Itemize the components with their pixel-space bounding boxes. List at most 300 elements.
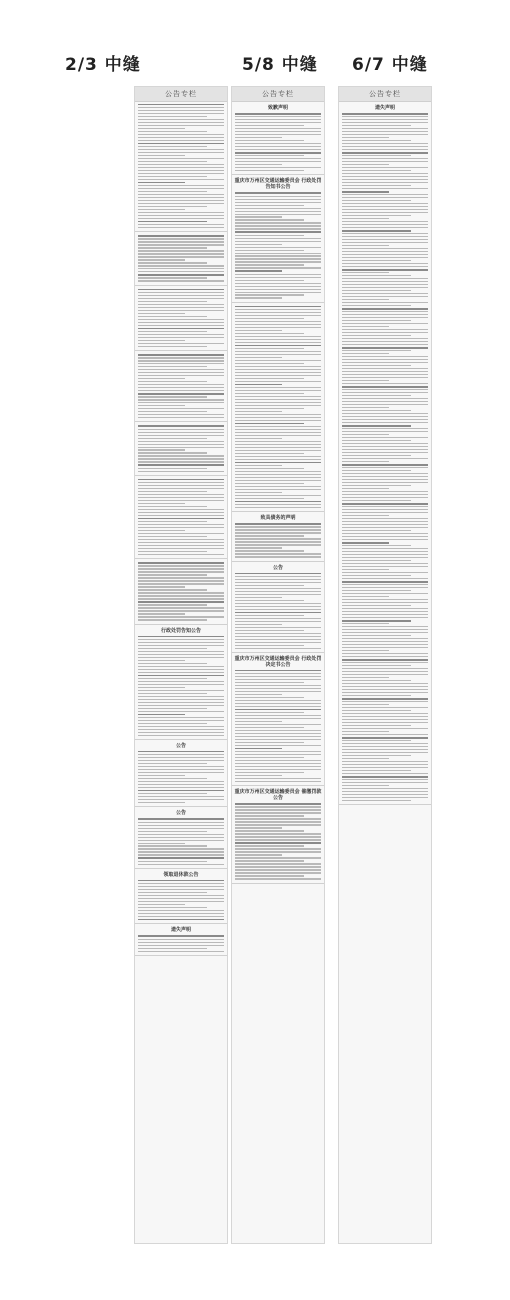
text-line (235, 292, 321, 293)
divider (232, 302, 324, 303)
text-line (342, 716, 428, 717)
text-line (138, 645, 224, 646)
text-line (235, 474, 321, 475)
notice-title: 重庆市万州区交通运输委员会 催缴罚款公告 (234, 789, 322, 802)
text-line (342, 233, 428, 234)
text-line (138, 274, 224, 276)
text-line (235, 327, 321, 328)
text-line (342, 518, 428, 519)
text-line (235, 216, 282, 217)
text-line (342, 170, 411, 171)
text-line (235, 345, 321, 347)
text-line (235, 277, 321, 278)
text-line (138, 509, 224, 510)
text-line (235, 576, 321, 577)
text-line (342, 458, 428, 459)
text-line (138, 146, 207, 147)
text-line (342, 731, 389, 732)
text-line (342, 434, 389, 435)
text-line (235, 730, 321, 731)
text-line (138, 143, 224, 145)
text-line (342, 698, 428, 700)
text-line (235, 462, 321, 464)
text-line (138, 458, 224, 459)
text-line (235, 396, 321, 397)
text-line (342, 353, 389, 354)
text-line (235, 541, 321, 542)
text-line (138, 328, 224, 330)
text-line (138, 554, 224, 555)
text-line (342, 671, 428, 672)
text-line (342, 767, 428, 768)
text-line (138, 482, 224, 483)
text-line (342, 314, 428, 315)
text-line (235, 597, 282, 598)
text-line (342, 416, 428, 417)
text-line (235, 553, 321, 554)
text-line (342, 347, 428, 349)
text-line (235, 529, 321, 530)
text-line (235, 258, 321, 259)
text-line (342, 146, 428, 147)
text-line (138, 574, 207, 575)
text-line (342, 728, 428, 729)
text-line (235, 170, 304, 171)
notice-section (232, 105, 324, 175)
text-line (235, 399, 321, 400)
text-line (138, 883, 224, 884)
text-line (138, 757, 224, 758)
text-line (138, 425, 224, 427)
text-line (138, 589, 207, 590)
text-line (235, 772, 304, 773)
text-line (342, 665, 411, 666)
text-line (138, 512, 224, 513)
notice-title: 公告 (175, 810, 186, 817)
text-line (235, 718, 321, 719)
text-line (342, 704, 389, 705)
text-line (342, 602, 428, 603)
text-line (138, 387, 224, 388)
text-line (138, 503, 185, 504)
text-line (138, 802, 185, 803)
text-line (138, 331, 207, 332)
text-line (342, 389, 428, 390)
text-line (235, 225, 321, 226)
notice-section (232, 656, 324, 786)
text-line (342, 332, 428, 333)
text-line (138, 244, 224, 245)
notice-section (135, 235, 227, 285)
text-line (138, 253, 224, 254)
text-line (138, 307, 224, 308)
text-line (138, 191, 207, 192)
notice-text-block (232, 803, 324, 879)
text-line (138, 690, 224, 691)
text-line (342, 551, 428, 552)
text-line (342, 284, 428, 285)
text-line (235, 366, 321, 367)
notice-text-block (232, 573, 324, 649)
text-line (235, 544, 321, 545)
text-line (235, 321, 321, 322)
text-line (138, 536, 207, 537)
text-line (138, 206, 207, 207)
text-line (342, 122, 428, 123)
text-line (235, 432, 321, 433)
text-line (342, 713, 428, 714)
text-line (235, 739, 321, 740)
text-line (138, 182, 185, 184)
text-line (342, 461, 389, 462)
text-line (235, 146, 321, 147)
text-line (342, 617, 428, 618)
text-line (138, 396, 207, 397)
notice-section (135, 628, 227, 740)
text-line (235, 645, 304, 646)
text-line (138, 562, 224, 564)
text-line (138, 571, 224, 572)
text-line (235, 465, 282, 466)
text-line (342, 206, 428, 207)
column-body (135, 104, 227, 956)
text-line (138, 651, 224, 652)
text-line (342, 572, 428, 573)
text-line (235, 261, 321, 262)
text-line (235, 501, 321, 503)
text-line (138, 506, 207, 507)
text-line (138, 654, 224, 655)
text-line (342, 680, 411, 681)
text-line (235, 757, 304, 758)
text-line (342, 650, 389, 651)
text-line (138, 834, 224, 835)
text-line (235, 312, 321, 313)
text-line (138, 173, 224, 174)
text-line (342, 452, 428, 453)
text-line (138, 681, 224, 682)
text-line (138, 778, 207, 779)
text-line (342, 578, 428, 579)
text-line (138, 699, 224, 700)
text-line (138, 402, 224, 403)
text-line (138, 619, 207, 620)
text-line (235, 480, 321, 481)
text-line (138, 455, 224, 456)
text-line (235, 845, 304, 846)
divider (135, 421, 227, 422)
text-line (138, 636, 224, 638)
text-line (342, 686, 428, 687)
text-line (342, 137, 389, 138)
column-banner: 公告专栏 (135, 87, 227, 102)
text-line (138, 772, 224, 773)
text-line (342, 659, 428, 661)
text-line (138, 693, 207, 694)
text-line (138, 137, 224, 138)
text-line (235, 848, 321, 849)
text-line (235, 444, 321, 445)
text-line (342, 545, 411, 546)
text-line (342, 641, 428, 642)
text-line (342, 260, 411, 261)
text-line (138, 468, 207, 469)
text-line (342, 305, 411, 306)
text-line (235, 357, 282, 358)
notice-text-block (135, 935, 227, 951)
divider (135, 739, 227, 740)
text-line (342, 335, 411, 336)
text-line (342, 272, 389, 273)
text-line (342, 278, 428, 279)
text-line (342, 209, 428, 210)
text-line (138, 831, 207, 832)
text-line (138, 723, 207, 724)
divider (135, 285, 227, 286)
text-line (235, 456, 321, 457)
text-line (342, 419, 428, 420)
text-line (342, 437, 428, 438)
text-line (138, 935, 224, 937)
text-line (138, 892, 207, 893)
text-line (138, 185, 224, 186)
text-line (342, 287, 428, 288)
text-line (138, 366, 207, 367)
divider (232, 883, 324, 884)
text-line (235, 250, 304, 251)
divider (135, 558, 227, 559)
text-line (235, 208, 321, 209)
text-line (235, 219, 304, 220)
ad-column-3 (338, 86, 432, 1244)
text-line (138, 729, 224, 730)
text-line (342, 476, 428, 477)
text-line (342, 311, 428, 312)
text-line (235, 283, 321, 284)
text-line (138, 354, 224, 356)
text-line (138, 134, 224, 135)
text-line (138, 796, 224, 797)
text-line (235, 274, 321, 275)
text-line (235, 270, 282, 272)
text-line (138, 732, 224, 733)
text-line (138, 565, 224, 566)
notice-section (339, 105, 431, 805)
text-line (235, 627, 321, 628)
notice-text-block (339, 113, 431, 801)
text-line (342, 539, 428, 540)
text-line (342, 503, 428, 505)
text-line (235, 733, 321, 734)
text-line (235, 155, 304, 156)
text-line (235, 423, 304, 425)
notice-text-block (232, 192, 324, 298)
notice-title: 重庆市万州区交通运输委员会 行政处罚告知书公告 (234, 178, 322, 191)
notice-text-block (135, 880, 227, 921)
text-line (342, 521, 428, 522)
text-line (138, 215, 224, 216)
text-line (342, 743, 428, 744)
text-line (235, 818, 321, 819)
text-line (235, 781, 321, 782)
text-line (342, 422, 428, 423)
text-line (235, 348, 304, 349)
text-line (235, 143, 321, 144)
text-line (235, 267, 321, 268)
divider (135, 350, 227, 351)
text-line (342, 362, 428, 363)
notice-section (135, 104, 227, 232)
text-line (235, 149, 321, 150)
notice-text-block (135, 751, 227, 803)
text-line (138, 568, 224, 569)
text-line (342, 692, 428, 693)
text-line (342, 485, 411, 486)
text-line (235, 857, 321, 858)
text-line (342, 584, 428, 585)
text-line (342, 218, 389, 219)
column-body (232, 105, 324, 884)
notice-title: 遗失声明 (374, 105, 395, 111)
text-line (342, 140, 411, 141)
text-line (235, 878, 321, 879)
text-line (138, 277, 207, 278)
divider (339, 804, 431, 805)
column-banner: 公告专栏 (339, 87, 431, 102)
text-line (342, 248, 428, 249)
text-line (138, 119, 224, 120)
text-line (235, 830, 304, 831)
text-line (342, 440, 411, 441)
text-line (235, 375, 321, 376)
text-line (138, 799, 224, 800)
text-line (138, 372, 224, 373)
text-line (235, 119, 321, 120)
text-line (342, 176, 428, 177)
text-line (342, 593, 428, 594)
divider (135, 475, 227, 476)
text-line (342, 215, 411, 216)
text-line (235, 405, 321, 406)
text-line (342, 734, 428, 735)
text-line (138, 265, 224, 266)
text-line (235, 384, 282, 386)
text-line (138, 948, 207, 949)
text-line (138, 790, 224, 792)
text-line (235, 507, 321, 508)
divider (135, 806, 227, 807)
text-line (235, 812, 321, 813)
text-line (342, 623, 389, 624)
notice-section (135, 810, 227, 868)
text-line (235, 863, 321, 864)
text-line (138, 176, 207, 177)
text-line (235, 192, 321, 194)
text-line (235, 351, 321, 352)
text-line (138, 580, 224, 581)
text-line (138, 369, 224, 370)
text-line (342, 752, 428, 753)
text-line (342, 560, 411, 561)
divider (232, 652, 324, 653)
text-line (342, 383, 428, 384)
text-line (235, 294, 304, 295)
text-line (138, 880, 224, 882)
text-line (342, 467, 428, 468)
text-line (138, 417, 224, 418)
text-line (138, 256, 224, 257)
text-line (342, 662, 428, 663)
text-line (342, 590, 411, 591)
text-line (235, 333, 304, 334)
text-line (235, 483, 304, 484)
notice-title: 致具债务的声明 (260, 515, 296, 522)
text-line (138, 224, 224, 225)
text-line (138, 754, 224, 755)
text-line (138, 110, 224, 111)
text-line (235, 606, 321, 607)
text-line (342, 677, 389, 678)
text-line (235, 636, 321, 637)
text-line (235, 264, 304, 265)
text-line (138, 155, 185, 156)
text-line (138, 904, 185, 905)
text-line (138, 429, 224, 430)
text-line (235, 202, 321, 203)
notice-title: 遗失声明 (170, 927, 191, 934)
text-line (138, 375, 224, 376)
text-line (235, 289, 321, 290)
text-line (138, 793, 207, 794)
text-line (235, 342, 321, 343)
divider (232, 174, 324, 175)
text-line (235, 137, 282, 138)
text-line (138, 316, 207, 317)
text-line (342, 758, 389, 759)
text-line (138, 548, 224, 549)
text-line (235, 691, 321, 692)
text-line (138, 203, 224, 204)
text-line (235, 778, 321, 779)
ad-column-1 (134, 86, 228, 1244)
text-line (342, 725, 411, 726)
text-line (235, 164, 282, 165)
notice-title: 领取退休款公告 (163, 871, 199, 878)
text-line (138, 140, 224, 141)
divider (232, 785, 324, 786)
text-line (138, 414, 224, 415)
text-line (235, 866, 321, 867)
text-line (138, 717, 224, 718)
text-line (138, 399, 224, 400)
text-line (235, 727, 304, 728)
text-line (138, 218, 224, 219)
text-line (342, 530, 411, 531)
text-line (138, 200, 224, 201)
text-line (342, 626, 428, 627)
text-line (342, 524, 428, 525)
text-line (138, 319, 224, 320)
text-line (138, 545, 224, 546)
text-line (138, 845, 207, 846)
text-line (138, 197, 224, 198)
text-line (342, 443, 428, 444)
text-line (138, 432, 224, 433)
text-line (342, 149, 428, 150)
text-line (235, 158, 321, 159)
text-line (138, 660, 185, 661)
text-line (138, 515, 224, 516)
